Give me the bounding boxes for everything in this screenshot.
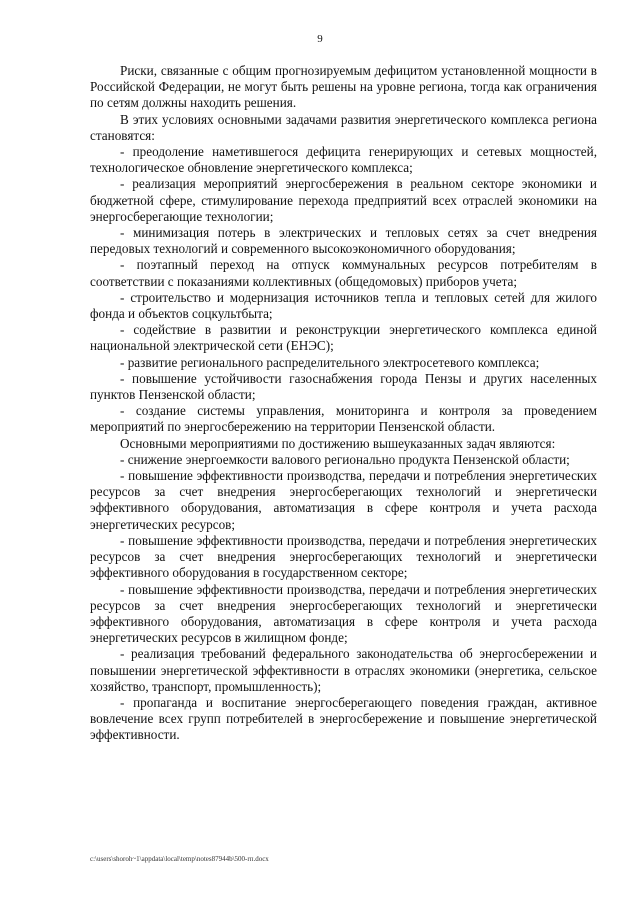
list-item: - минимизация потерь в электрических и тепловых сетях за счет внедрения передовых технологий и современного высокоэкономичного оборудования; xyxy=(90,225,597,257)
list-item: - поэтапный переход на отпуск коммунальных ресурсов потребителям в соответствии с показаниями коллективных (общедомовых) приборов учета; xyxy=(90,257,597,289)
list-item: - повышение эффективности производства, передачи и потребления энергетических ресурсов за счет внедрения энергосберегающих технологий и энергетически эффективного оборудования, автоматизация в сфере контроля и учета расхода энергетических ресурсов; xyxy=(90,468,597,532)
list-item: - снижение энергоемкости валового регионально продукта Пензенской области; xyxy=(120,451,570,467)
list-item: - создание системы управления, мониторинга и контроля за проведением мероприятий по энергосбережению на территории Пензенской области. xyxy=(90,403,597,435)
paragraph: Основными мероприятиями по достижению вышеуказанных задач являются: xyxy=(120,435,556,451)
paragraph: Риски, связанные с общим прогнозируемым дефицитом установленной мощности в Российской Федерации, не могут быть решены на уровне региона, тогда как ограничения по сетям должны находить решения. xyxy=(90,63,597,111)
document-body xyxy=(90,63,597,744)
list-item: - повышение эффективности производства, передачи и потребления энергетических ресурсов за счет внедрения энергосберегающих технологий и энергетически эффективного оборудования в государственном секторе; xyxy=(90,532,597,581)
list-item: - развитие регионального распределительного электросетевого комплекса; xyxy=(120,354,540,370)
list-item: - повышение эффективности производства, передачи и потребления энергетических ресурсов за счет внедрения энергосберегающих технологий и энергетически эффективного оборудования, автоматизация в сфере контроля и учета расхода энергетических ресурсов в жилищном фонде; xyxy=(90,581,597,646)
list-item: - пропаганда и воспитание энергосберегающего поведения граждан, активное вовлечение всех групп потребителей в энергосбережение и повышение энергетической эффективности. xyxy=(90,694,597,743)
list-item: - повышение устойчивости газоснабжения города Пензы и других населенных пунктов Пензенской области; xyxy=(90,370,597,403)
list-item: - строительство и модернизация источников тепла и тепловых сетей для жилого фонда и объектов соцкультбыта; xyxy=(90,289,597,322)
list-item: - реализация требований федерального законодательства об энергосбережении и повышении энергетической эффективности в отраслях экономики (энергетика, сельское хозяйство, транспорт, промышленность); xyxy=(90,646,597,694)
footer-file-path: c:\users\shoroh~1\appdata\local\temp\notes87944b\500-rп.docx xyxy=(90,855,269,863)
list-item: - реализация мероприятий энергосбережения в реальном секторе экономики и бюджетной сфере, стимулирование перехода предприятий всех отраслей экономики на энергосберегающие технологии; xyxy=(90,176,597,224)
paragraph: В этих условиях основными задачами развития энергетического комплекса региона становятся: xyxy=(90,111,597,143)
list-item: - содействие в развитии и реконструкции энергетического комплекса единой национальной электрической сети (ЕНЭС); xyxy=(90,322,597,354)
page-number: 9 xyxy=(317,33,323,45)
list-item: - преодоление наметившегося дефицита генерирующих и сетевых мощностей, технологическое обновление энергетического комплекса; xyxy=(90,144,597,176)
